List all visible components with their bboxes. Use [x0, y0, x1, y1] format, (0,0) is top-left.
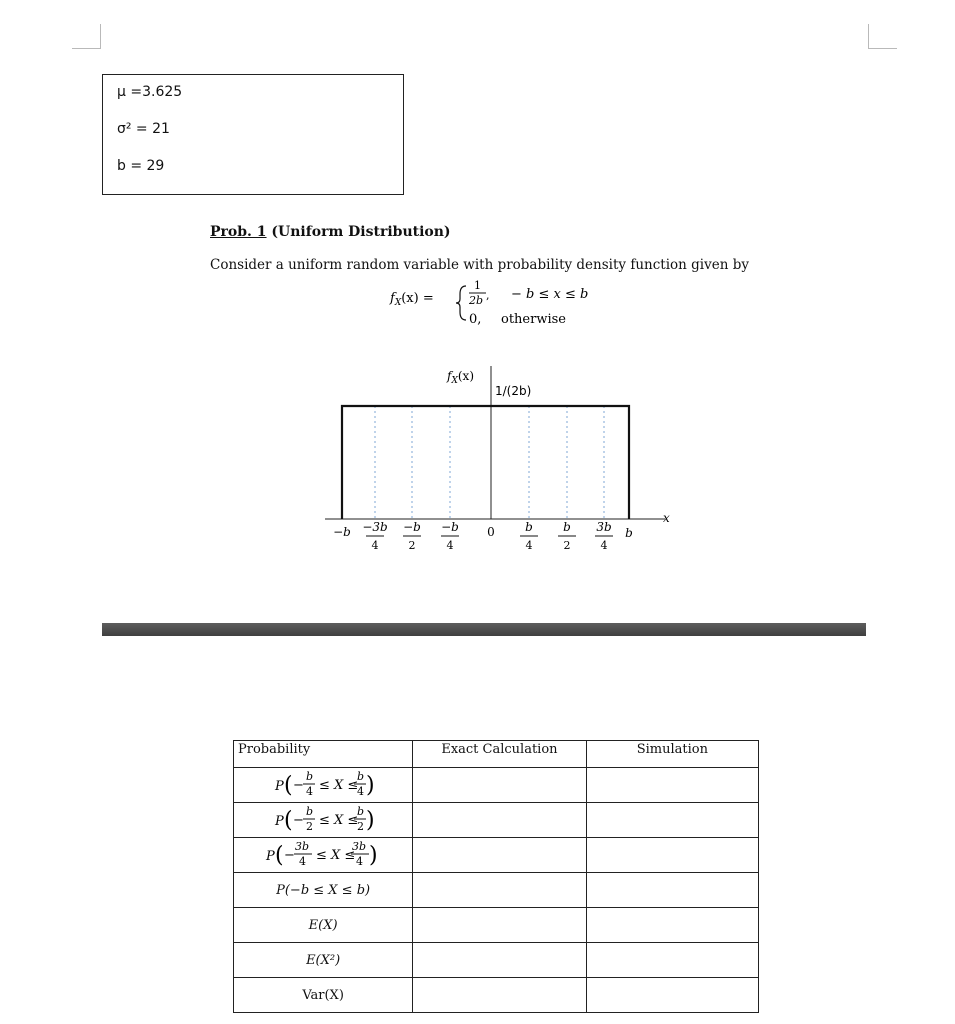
row-label-p-3b4: [234, 838, 413, 873]
y-axis-label: $f_X(x)$: [447, 369, 475, 386]
simulation-cell[interactable]: [586, 978, 758, 1013]
svg-text:−b: −b: [333, 525, 351, 539]
quarter-gridlines: [375, 406, 604, 519]
probability-table: [233, 740, 759, 1013]
simulation-cell[interactable]: [586, 908, 758, 943]
svg-text:0: 0: [487, 525, 495, 539]
table-row: [234, 978, 759, 1013]
svg-text:−: −: [293, 778, 305, 793]
svg-text:P: P: [275, 779, 284, 794]
tick-labels: [333, 520, 633, 552]
pdf-case1-condition: − b ≤ x ≤ b: [511, 287, 589, 302]
svg-text:4: 4: [356, 855, 364, 868]
svg-text:−b: −b: [441, 520, 459, 534]
svg-text:): ): [366, 808, 375, 833]
header-probability: Probability: [234, 741, 413, 768]
table-row: [234, 908, 759, 943]
problem-number: Prob. 1: [210, 224, 267, 240]
prob-expr-b4: [253, 768, 393, 802]
svg-text:P: P: [275, 814, 284, 829]
simulation-cell[interactable]: [586, 943, 758, 978]
tick-label: [520, 520, 538, 552]
svg-text:4: 4: [299, 855, 307, 868]
density-rectangle: [342, 406, 629, 519]
svg-text:b: b: [306, 770, 314, 783]
prob-expr-3b4: [248, 838, 398, 872]
density-height-label: 1/(2b): [495, 384, 532, 398]
svg-text:b: b: [306, 805, 314, 818]
table-row: [234, 768, 759, 803]
svg-text:−: −: [284, 848, 296, 863]
problem-description: Consider a uniform random variable with probability density function given by: [210, 257, 749, 273]
pdf-lhs: $f_X(x)$ =: [390, 291, 434, 308]
svg-text:b: b: [563, 520, 571, 534]
pdf-case2-condition: otherwise: [501, 312, 566, 327]
svg-text:b: b: [357, 805, 365, 818]
svg-text:(: (: [284, 773, 293, 798]
pdf-case1-numerator: 1: [474, 279, 481, 292]
table-row: [234, 873, 759, 908]
x-axis-label: x: [663, 511, 670, 525]
svg-text:4: 4: [600, 539, 608, 552]
svg-text:≤ X ≤: ≤ X ≤: [319, 813, 359, 828]
exact-cell[interactable]: [413, 978, 586, 1013]
row-label-var: Var(X): [234, 978, 413, 1013]
prob-expr-b2: [253, 803, 393, 837]
svg-text:3b: 3b: [596, 520, 612, 534]
tick-label: [333, 525, 351, 539]
pdf-case2-value: 0,: [469, 312, 482, 327]
svg-text:b: b: [625, 526, 633, 540]
row-label-ex2: E(X²): [234, 943, 413, 978]
svg-text:b: b: [357, 770, 365, 783]
svg-text:≤ X ≤: ≤ X ≤: [316, 848, 356, 863]
row-label-p-b2: [234, 803, 413, 838]
tick-label: [362, 520, 387, 552]
svg-text:,: ,: [486, 289, 490, 302]
tick-label: [441, 520, 459, 552]
svg-text:P: P: [266, 849, 275, 864]
svg-text:2: 2: [563, 539, 571, 552]
page-corner-mark-right: [868, 24, 897, 49]
tick-label: [558, 520, 576, 552]
svg-text:3b: 3b: [295, 840, 310, 853]
svg-text:2: 2: [357, 820, 365, 833]
problem-title: [210, 224, 451, 240]
problem-subtitle: (Uniform Distribution): [266, 224, 451, 240]
tick-label: [625, 526, 633, 540]
svg-text:2: 2: [408, 539, 416, 552]
simulation-cell[interactable]: [586, 803, 758, 838]
table-row: [234, 943, 759, 978]
pdf-brace: [456, 286, 466, 320]
tick-label: [403, 520, 421, 552]
svg-text:): ): [369, 843, 378, 868]
tick-label: [595, 520, 613, 552]
simulation-cell[interactable]: [586, 768, 758, 803]
uniform-pdf-graph: [315, 360, 695, 580]
svg-text:): ): [366, 773, 375, 798]
svg-text:4: 4: [525, 539, 533, 552]
mu-value: μ =3.625: [117, 84, 183, 100]
svg-text:−b: −b: [403, 520, 421, 534]
exact-cell[interactable]: [413, 908, 586, 943]
exact-cell[interactable]: [413, 943, 586, 978]
tick-label: [487, 525, 495, 539]
row-label-p-b4: [234, 768, 413, 803]
svg-text:(: (: [284, 808, 293, 833]
b-value: b = 29: [117, 158, 165, 174]
table-row: [234, 803, 759, 838]
svg-text:3b: 3b: [352, 840, 367, 853]
pdf-case1-denominator: 2b: [469, 294, 484, 307]
svg-text:−: −: [293, 813, 305, 828]
svg-text:4: 4: [357, 785, 365, 798]
page-corner-mark-left: [72, 24, 101, 49]
row-label-p-b: P(−b ≤ X ≤ b): [234, 873, 413, 908]
svg-text:4: 4: [371, 539, 379, 552]
row-label-ex: E(X): [234, 908, 413, 943]
svg-text:(: (: [275, 843, 284, 868]
exact-cell[interactable]: [413, 838, 586, 873]
svg-text:−3b: −3b: [362, 520, 388, 534]
simulation-cell[interactable]: [586, 873, 758, 908]
table-row: [234, 838, 759, 873]
simulation-cell[interactable]: [586, 838, 758, 873]
parameter-box: [102, 74, 404, 195]
exact-cell[interactable]: [413, 873, 586, 908]
header-exact-calculation: Exact Calculation: [413, 741, 586, 768]
section-separator-bar: [102, 623, 866, 636]
table-header-row: [234, 741, 759, 768]
header-simulation: Simulation: [586, 741, 758, 768]
svg-text:2: 2: [306, 820, 314, 833]
exact-cell[interactable]: [413, 803, 586, 838]
svg-text:≤ X ≤: ≤ X ≤: [319, 778, 359, 793]
pdf-formula: [380, 272, 610, 332]
sigma-squared-value: σ² = 21: [117, 121, 170, 137]
svg-text:4: 4: [306, 785, 314, 798]
svg-text:4: 4: [446, 539, 454, 552]
exact-cell[interactable]: [413, 768, 586, 803]
svg-text:b: b: [525, 520, 533, 534]
